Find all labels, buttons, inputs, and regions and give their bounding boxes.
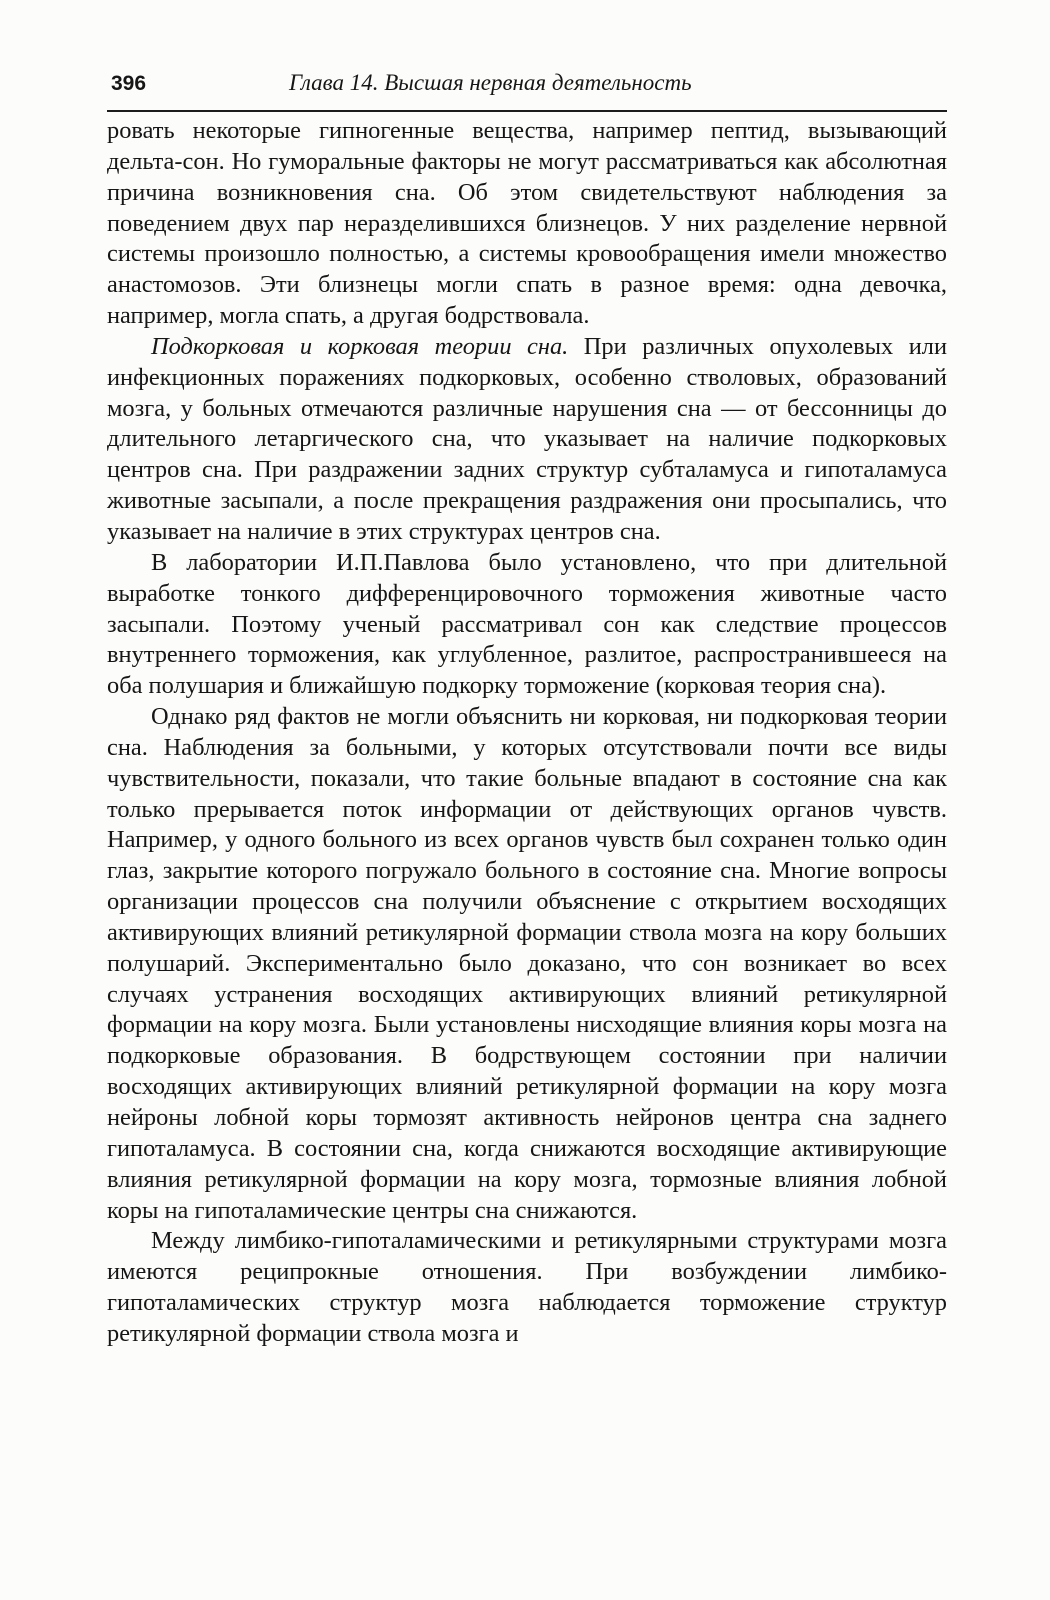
paragraph-subcortical-cortical-theories — [107, 332, 947, 548]
body-text — [107, 116, 947, 1350]
paragraph-text: ровать некоторые гипногенные вещества, например пептид, вызывающий дельта-сон. Но гуморальные факторы не могут рассматриваться как абсолютная причина возникновения сна. Об этом свидетельствуют наблюдения за поведением двух пар неразделившихся близнецов. У них разделение нервной системы произошло полностью, а системы кровообращения имели множество анастомозов. Эти близнецы могли спать в разное время: одна девочка, например, могла спать, а другая бодрствовала. — [107, 117, 947, 330]
book-page — [107, 70, 947, 1570]
paragraph-text: В лаборатории И.П.Павлова было установлено, что при длительной выработке тонкого дифференцировочного торможения животные часто засыпали. Поэтому ученый рассматривал сон как следствие процессов внутреннего торможения, как углубленное, разлитое, распространившееся на оба полушария и ближайшую подкорку торможение (корковая теория сна). — [107, 548, 947, 700]
paragraph-text: При различных опухолевых или инфекционных поражениях подкорковых, особенно стволовых, образований мозга, у больных отмечаются различные нарушения сна — от бессонницы до длительного летаргического сна, что указывает на наличие подкорковых центров сна. При раздражении задних структур субталамуса и гипоталамуса животные засыпали, а после прекращения раздражения они просыпались, что указывает на наличие в этих структурах центров сна. — [107, 332, 947, 545]
paragraph-twins-continuation — [107, 116, 947, 332]
section-run-in-heading: Подкорковая и корковая теории сна. — [151, 332, 569, 360]
paragraph-text: Между лимбико-гипоталамическими и ретикулярными структурами мозга имеются реципрокные отношения. При возбуждении лимбико-гипоталамических структур мозга наблюдается торможение структур ретикулярной формации ствола мозга и — [107, 1227, 947, 1347]
paragraph-pavlov-laboratory — [107, 548, 947, 702]
page-number: 396 — [111, 72, 147, 95]
paragraph-text: Однако ряд фактов не могли объяснить ни корковая, ни подкорковая теории сна. Наблюдения за больными, у которых отсутствовали почти все виды чувствительности, показали, что такие больные впадают в состояние сна как только прерывается поток информации от действующих органов чувств. Например, у одного больного из всех органов чувств был сохранен только один глаз, закрытие которого погружало больного в состояние сна. Многие вопросы организации процессов сна получили объяснение с открытием восходящих активирующих влияний ретикулярной формации ствола мозга на кору больших полушарий. Экспериментально было доказано, что сон возникает во всех случаях устранения восходящих активирующих влияний ретикулярной формации на кору мозга. Были установлены нисходящие влияния коры мозга на подкорковые образования. В бодрствующем состоянии при наличии восходящих активирующих влияний ретикулярной формации на кору мозга нейроны лобной коры тормозят активность нейронов центра сна заднего гипоталамуса. В состоянии сна, когда снижаются восходящие активирующие влияния ретикулярной формации на кору мозга, тормозные влияния лобной коры на гипоталамические центры сна снижаются. — [107, 703, 947, 1224]
paragraph-limbic-hypothalamic — [107, 1226, 947, 1349]
chapter-title: Глава 14. Высшая нервная деятельность — [289, 70, 692, 95]
running-head — [107, 70, 947, 112]
paragraph-reticular-formation — [107, 702, 947, 1226]
